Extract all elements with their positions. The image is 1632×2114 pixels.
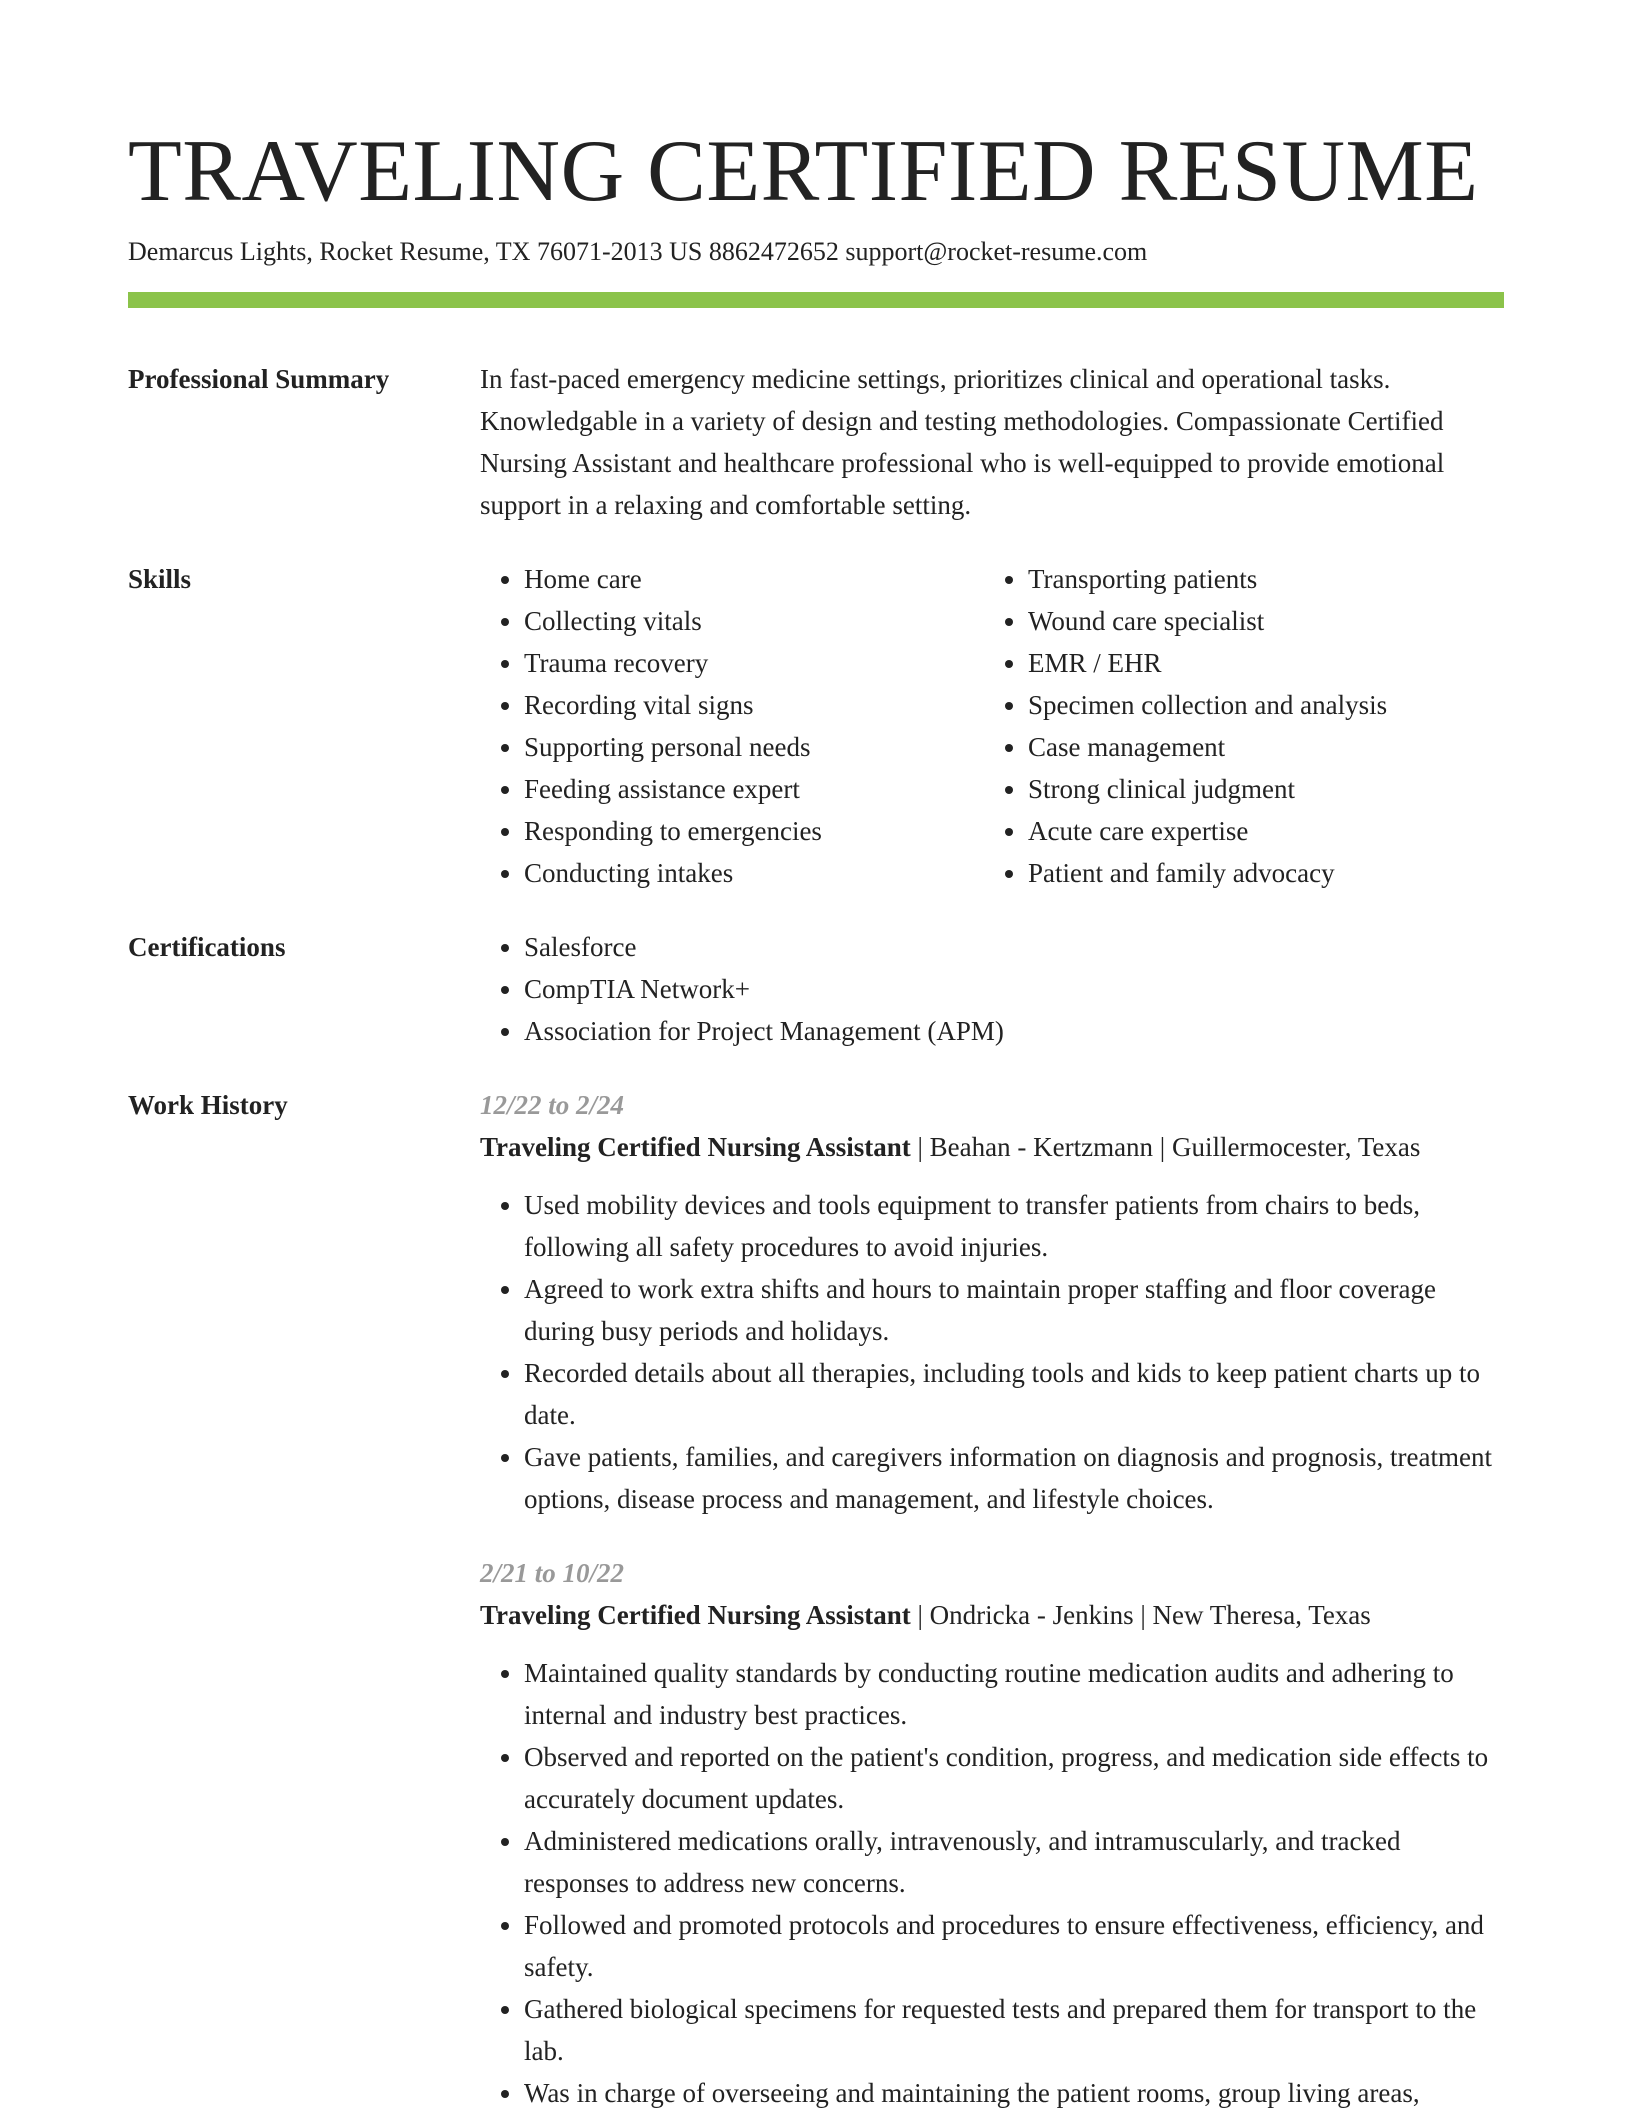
job-bullet: • Observed and reported on the patient's condition, progress, and medication side effects to accurately document updates.: [524, 1736, 1504, 1820]
work-history-section: [128, 1084, 1504, 2114]
summary-heading: Professional Summary: [128, 364, 390, 394]
job-bullet: • Gathered biological specimens for requested tests and prepared them for transport to the lab.: [524, 1988, 1504, 2072]
skill-item: • Recording vital signs: [524, 684, 984, 726]
resume-name: TRAVELING CERTIFIED RESUME: [128, 123, 1479, 220]
job-bullet: • Was in charge of overseeing and maintaining the patient rooms, group living areas,: [524, 2072, 1504, 2114]
job-bullet: • Agreed to work extra shifts and hours to maintain proper staffing and floor coverage during busy periods and holidays.: [524, 1268, 1504, 1352]
job-bullet: • Maintained quality standards by conducting routine medication audits and adhering to internal and industry best practices.: [524, 1652, 1504, 1736]
job-dates: 2/21 to 10/22: [480, 1558, 625, 1588]
certifications-list: [480, 926, 1504, 1052]
skills-list-left: [480, 558, 984, 894]
skill-item: • Trauma recovery: [524, 642, 984, 684]
work-history-list: [480, 1084, 1504, 2114]
job-title: Traveling Certified Nursing Assistant: [480, 1600, 911, 1630]
job-bullet: • Gave patients, families, and caregivers information on diagnosis and prognosis, treatment options, disease process and management, and lifestyle choices.: [524, 1436, 1504, 1520]
skill-item: • Specimen collection and analysis: [1028, 684, 1488, 726]
skill-item: • Transporting patients: [1028, 558, 1488, 600]
resume-page: [128, 118, 1504, 2114]
job-entry: [480, 1552, 1504, 2114]
certifications-heading: Certifications: [128, 932, 286, 962]
skill-item: • Patient and family advocacy: [1028, 852, 1488, 894]
job-entry: [480, 1084, 1504, 1520]
skill-item: • Acute care expertise: [1028, 810, 1488, 852]
skills-heading: Skills: [128, 564, 192, 594]
job-bullets: [480, 1652, 1504, 2114]
certifications-section: [128, 926, 1504, 1052]
job-title-line: [480, 1126, 1504, 1168]
skill-item: • Responding to emergencies: [524, 810, 984, 852]
job-title: Traveling Certified Nursing Assistant: [480, 1132, 911, 1162]
certification-item: • Salesforce: [524, 926, 1504, 968]
skill-item: • Supporting personal needs: [524, 726, 984, 768]
skill-item: • Home care: [524, 558, 984, 600]
job-bullet: • Followed and promoted protocols and procedures to ensure effectiveness, efficiency, and safety.: [524, 1904, 1504, 1988]
skills-grid: [480, 558, 1504, 894]
job-bullets: [480, 1184, 1504, 1520]
certification-item: • CompTIA Network+: [524, 968, 1504, 1010]
skills-list-right: [984, 558, 1488, 894]
job-bullet: • Administered medications orally, intravenously, and intramuscularly, and tracked responses to address new concerns.: [524, 1820, 1504, 1904]
skill-item: • Feeding assistance expert: [524, 768, 984, 810]
summary-section: [128, 358, 1504, 526]
header-divider: [128, 292, 1504, 308]
job-employer-location: | Ondricka - Jenkins | New Theresa, Texas: [910, 1600, 1371, 1630]
skill-item: • Strong clinical judgment: [1028, 768, 1488, 810]
contact-line: Demarcus Lights, Rocket Resume, TX 76071-2013 US 8862472652 support@rocket-resume.com: [128, 237, 1148, 266]
work-history-heading: Work History: [128, 1090, 288, 1120]
job-bullet: • Used mobility devices and tools equipment to transfer patients from chairs to beds, following all safety procedures to avoid injuries.: [524, 1184, 1504, 1268]
skill-item: • Conducting intakes: [524, 852, 984, 894]
certification-item: • Association for Project Management (APM): [524, 1010, 1504, 1052]
skill-item: • EMR / EHR: [1028, 642, 1488, 684]
skill-item: • Case management: [1028, 726, 1488, 768]
job-title-line: [480, 1594, 1504, 1636]
skills-section: [128, 558, 1504, 894]
skill-item: • Wound care specialist: [1028, 600, 1488, 642]
job-bullet: • Recorded details about all therapies, including tools and kids to keep patient charts up to date.: [524, 1352, 1504, 1436]
summary-text: In fast-paced emergency medicine settings, prioritizes clinical and operational tasks. Knowledgable in a variety of design and testing methodologies. Compassionate Certified Nursing Assistant and healthcare professional who is well-equipped to provide emotional support in a relaxing and comfortable setting.: [480, 364, 1445, 520]
skill-item: • Collecting vitals: [524, 600, 984, 642]
job-dates: 12/22 to 2/24: [480, 1090, 625, 1120]
job-employer-location: | Beahan - Kertzmann | Guillermocester, Texas: [910, 1132, 1421, 1162]
